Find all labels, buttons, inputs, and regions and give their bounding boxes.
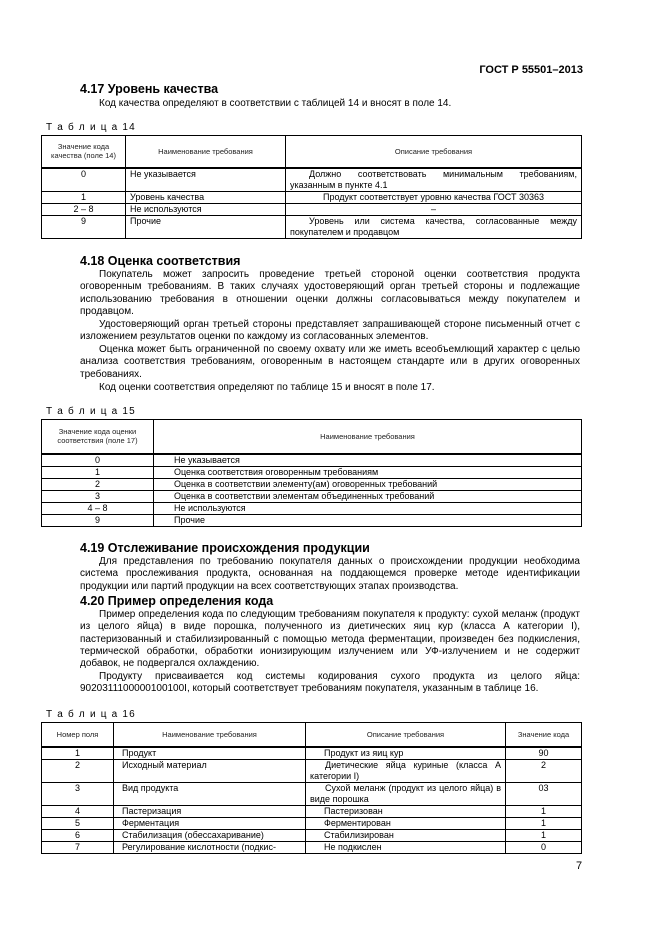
table-cell: 1 — [42, 191, 126, 203]
table-cell: Уровень или система качества, согласованные между покупателем и продавцом — [286, 215, 582, 238]
table-cell: 3 — [42, 490, 154, 502]
table-row — [42, 215, 582, 238]
table-cell: 0 — [42, 168, 126, 192]
table-cell: Не подкислен — [306, 841, 506, 853]
section-4-18-p1: Покупатель может запросить проведение третьей стороной оценки соответствия продукта оговоренным требованиям. В таких случаях удостоверяющий орган третьей стороны и подлежащие использованию требования в отношении оценки должны согласовываться между покупателем и продавцом. — [80, 269, 580, 317]
section-4-18-p2: Удостоверяющий орган третьей стороны представляет запрашивающей стороне письменный отчет с изложением результатов оценки по каждому из согласованных элементов. — [80, 319, 580, 343]
table-row — [42, 747, 582, 760]
table-cell: Оценка соответствия оговоренным требованиям — [154, 466, 582, 478]
table-cell: 1 — [42, 747, 114, 760]
section-4-17-text: Код качества определяют в соответствии с таблицей 14 и вносят в поле 14. — [99, 98, 452, 109]
table-cell: 6 — [42, 829, 114, 841]
section-4-20-p2: Продукту присваивается код системы кодирования сухого продукта из целого яйца: 9020311100000100100I, который соответствует требованиям покупателя, указанным в таблице 16. — [80, 671, 580, 695]
table-cell: Оценка в соответствии элементу(ам) оговоренных требований — [154, 478, 582, 490]
table-cell: 90 — [506, 747, 582, 760]
table-cell: 1 — [506, 817, 582, 829]
section-4-19-text: Для представления по требованию покупателя данных о происхождении продукции необходима система прослеживания продукта, основанная на поддающемся проверке методе идентификации продукции или партий продукции на всех соответствующих этапах производства. — [80, 556, 580, 592]
table-cell: Не указывается — [126, 168, 286, 192]
section-4-18-title: 4.18 Оценка соответствия — [80, 254, 241, 268]
table-cell: Не указывается — [154, 454, 582, 467]
table-14-caption: Т а б л и ц а 14 — [46, 122, 136, 133]
table-row — [42, 502, 582, 514]
table-row — [42, 466, 582, 478]
table-row — [42, 817, 582, 829]
table-cell: Сухой меланж (продукт из целого яйца) в виде порошка — [306, 782, 506, 805]
table-row — [42, 191, 582, 203]
page-number: 7 — [576, 860, 583, 872]
table-cell: 03 — [506, 782, 582, 805]
table-cell: Ферментация — [114, 817, 306, 829]
table-cell: Не используются — [154, 502, 582, 514]
table-15-caption: Т а б л и ц а 15 — [46, 406, 136, 417]
table-cell: 9 — [42, 514, 154, 526]
table-cell: 5 — [42, 817, 114, 829]
table-cell: 4 — [42, 805, 114, 817]
table-cell: Ферментирован — [306, 817, 506, 829]
table-cell: Стабилизация (обессахаривание) — [114, 829, 306, 841]
document-id: ГОСТ Р 55501–2013 — [479, 64, 583, 76]
table-16-caption: Т а б л и ц а 16 — [46, 709, 136, 720]
table-row — [42, 490, 582, 502]
table-16 — [41, 722, 582, 854]
table-row — [42, 478, 582, 490]
table-cell: Диетические яйца куриные (класса А категории I) — [306, 759, 506, 782]
table-cell: Оценка в соответствии элементам объединенных требований — [154, 490, 582, 502]
table-cell: Прочие — [154, 514, 582, 526]
section-4-18-p4: Код оценки соответствия определяют по таблице 15 и вносят в поле 17. — [99, 382, 435, 393]
section-4-17-title: 4.17 Уровень качества — [80, 82, 219, 96]
table-row — [42, 805, 582, 817]
table-cell: Стабилизирован — [306, 829, 506, 841]
table-header-cell: Описание требования — [306, 723, 506, 747]
table-cell: Прочие — [126, 215, 286, 238]
table-cell: Уровень качества — [126, 191, 286, 203]
table-cell: Не используются — [126, 203, 286, 215]
table-cell: 2 — [42, 478, 154, 490]
table-cell: 2 – 8 — [42, 203, 126, 215]
table-cell: Продукт из яиц кур — [306, 747, 506, 760]
table-cell: 1 — [42, 466, 154, 478]
table-header-cell: Значение кода оценки соответствия (поле 17) — [42, 420, 154, 454]
table-header-cell: Значение кода качества (поле 14) — [42, 136, 126, 168]
table-header-cell: Описание требования — [286, 136, 582, 168]
table-cell: Исходный материал — [114, 759, 306, 782]
section-4-19-title: 4.19 Отслеживание происхождения продукции — [80, 541, 370, 555]
table-header-cell: Значение кода — [506, 723, 582, 747]
table-row — [42, 829, 582, 841]
table-header-cell: Наименование требования — [154, 420, 582, 454]
table-cell: 2 — [506, 759, 582, 782]
table-cell: 1 — [506, 805, 582, 817]
section-4-18-p3: Оценка может быть ограниченной по своему охвату или же иметь всеобъемлющий характер с целью анализа соответствия требованиям, оговоренным в настоящем стандарте или в других оговоренных требованиях. — [80, 344, 580, 380]
table-row — [42, 203, 582, 215]
table-header-cell: Наименование требования — [126, 136, 286, 168]
table-row — [42, 168, 582, 192]
table-cell: Продукт соответствует уровню качества ГОСТ 30363 — [286, 191, 582, 203]
table-cell: 0 — [506, 841, 582, 853]
table-cell: Продукт — [114, 747, 306, 760]
table-row — [42, 841, 582, 853]
table-cell: Должно соответствовать минимальным требованиям, указанным в пункте 4.1 — [286, 168, 582, 192]
section-4-20-p1: Пример определения кода по следующим требованиям покупателя к продукту: сухой меланж (продукт из целого яйца) в виде порошка, полученного из диетических яиц кур (класса А категории I), пастеризованный и стабилизированный с помощью метода ферментации, произведен без подкисления, термической обработки, обработки ионизирующим излучением или УФ-излучением и не содержит добавок, не подвергался охлаждению. — [80, 609, 580, 670]
table-cell: 9 — [42, 215, 126, 238]
table-cell: Вид продукта — [114, 782, 306, 805]
table-cell: Пастеризация — [114, 805, 306, 817]
table-cell: Регулирование кислотности (подкис- — [114, 841, 306, 853]
table-cell: 4 – 8 — [42, 502, 154, 514]
table-header-cell: Наименование требования — [114, 723, 306, 747]
table-cell: Пастеризован — [306, 805, 506, 817]
table-cell: 7 — [42, 841, 114, 853]
table-row — [42, 454, 582, 467]
table-cell: 2 — [42, 759, 114, 782]
table-cell: 0 — [42, 454, 154, 467]
table-15 — [41, 419, 582, 527]
table-row — [42, 514, 582, 526]
table-cell: 3 — [42, 782, 114, 805]
table-cell: – — [286, 203, 582, 215]
table-row — [42, 782, 582, 805]
table-cell: 1 — [506, 829, 582, 841]
table-14 — [41, 135, 582, 239]
table-header-cell: Номер поля — [42, 723, 114, 747]
table-row — [42, 759, 582, 782]
section-4-20-title: 4.20 Пример определения кода — [80, 594, 274, 608]
